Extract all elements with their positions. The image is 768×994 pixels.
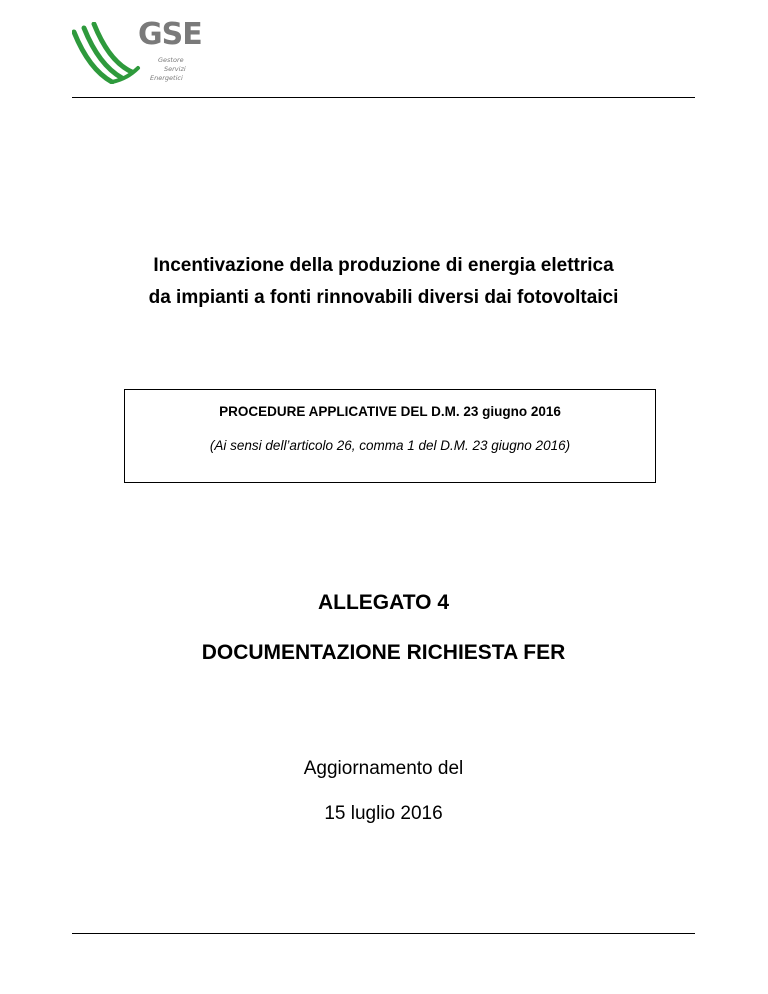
logo-tagline [150, 56, 186, 83]
logo-tagline-line: Energetici [150, 74, 183, 82]
update-date: 15 luglio 2016 [324, 803, 443, 824]
gse-logo [72, 17, 222, 90]
footer-divider [72, 933, 695, 934]
document-title-line: Incentivazione della produzione di energia elettrica [153, 255, 614, 276]
logo-tagline-line: Servizi [164, 65, 186, 73]
header-divider [72, 97, 695, 98]
annex-subtitle: DOCUMENTAZIONE RICHIESTA FER [201, 641, 566, 664]
procedure-heading: PROCEDURE APPLICATIVE DEL D.M. 23 giugno 2016 [219, 404, 561, 419]
procedure-box [124, 389, 656, 483]
gse-swoosh-icon [72, 22, 142, 84]
annex-label: ALLEGATO 4 [317, 591, 450, 614]
logo-tagline-line: Gestore [158, 56, 184, 64]
logo-wordmark: GSE [138, 17, 202, 52]
document-title [72, 250, 695, 314]
document-title-line: da impianti a fonti rinnovabili diversi dai fotovoltaici [148, 287, 619, 308]
update-label: Aggiornamento del [303, 758, 464, 779]
procedure-note: (Ai sensi dell’articolo 26, comma 1 del D.M. 23 giugno 2016) [209, 438, 571, 453]
